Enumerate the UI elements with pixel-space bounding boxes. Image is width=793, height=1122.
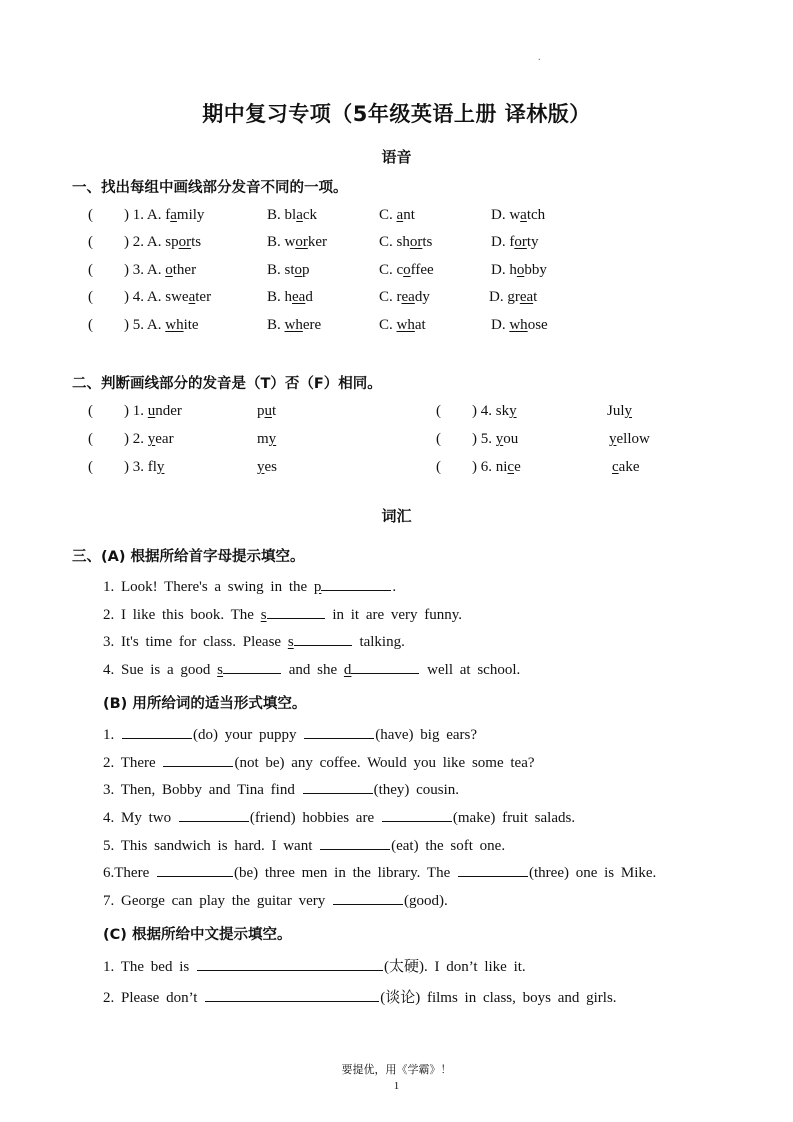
underlined-letters: or <box>514 234 527 250</box>
option-c-word: C. ready <box>379 289 430 305</box>
option-b-word: B. worker <box>267 234 327 250</box>
answer-paren[interactable]: ( <box>88 289 93 305</box>
word1: nice <box>495 459 521 475</box>
part2-heading: 二、判断画线部分的发音是（T）否（F）相同。 <box>72 376 382 392</box>
option-a: ) 5. A. white <box>124 317 199 333</box>
footer-slogan: 要提优，用《学霸》！ <box>341 1063 452 1076</box>
option-d-word: D. hobby <box>491 262 547 278</box>
answer-blank[interactable] <box>321 576 391 591</box>
option-c <box>379 289 430 306</box>
word1: you <box>495 431 519 447</box>
underlined-letters: wh <box>165 317 184 333</box>
option-d <box>491 234 539 251</box>
fill-item: 1. The bed is (太硬). I don’t like it. <box>103 955 526 976</box>
word2: cake <box>612 459 640 475</box>
section-vocab: 词汇 <box>381 507 412 525</box>
underlined-letters: or <box>409 234 423 250</box>
underlined-letters: or <box>178 234 192 250</box>
option-a: ) 3. A. other <box>124 262 197 278</box>
answer-paren[interactable]: ( <box>88 234 93 250</box>
underlined-letters: a <box>188 289 196 305</box>
option-d-word: D. forty <box>491 234 539 250</box>
underlined-letters: a <box>396 207 404 223</box>
answer-blank[interactable] <box>205 987 379 1002</box>
answer-blank[interactable] <box>333 890 403 905</box>
fill-item: 1. Look! There's a swing in the p . <box>103 576 396 596</box>
answer-paren[interactable]: ( <box>88 431 93 447</box>
option-b <box>267 317 321 334</box>
pair-word1: ) 1. under <box>124 403 182 419</box>
underlined-letters: y <box>509 403 517 419</box>
option-c <box>379 207 415 224</box>
initial-letter: s <box>260 607 267 623</box>
option-a-word: other <box>165 262 197 278</box>
answer-paren[interactable]: ( <box>88 459 93 475</box>
option-c-word: C. shorts <box>379 234 433 250</box>
pair-word1: ) 2. year <box>124 431 174 447</box>
initial-letter: s <box>287 634 294 650</box>
answer-blank[interactable] <box>458 862 528 877</box>
answer-blank[interactable] <box>351 659 419 674</box>
underlined-letters: wh <box>509 317 528 333</box>
word1: year <box>147 431 174 447</box>
option-d <box>489 289 537 306</box>
option-a-word: white <box>165 317 199 333</box>
underlined-letters: a <box>296 207 303 223</box>
option-b-word: B. stop <box>267 262 310 278</box>
option-a: ) 4. A. sweater <box>124 289 212 305</box>
page-title: 期中复习专项（5年级英语上册 译林版） <box>202 102 591 126</box>
underlined-letters: ea <box>292 289 306 305</box>
underlined-letters: a <box>520 207 527 223</box>
option-a-word: sweater <box>165 289 212 305</box>
option-d-word: D. watch <box>491 207 546 223</box>
initial-letter-blank[interactable] <box>344 662 421 678</box>
answer-blank[interactable] <box>122 724 192 739</box>
fill-item: 6.There (be) three men in the library. The (three) one is Mike. <box>103 862 656 882</box>
fill-item: 3. It's time for class. Please s talking. <box>103 631 405 651</box>
fill-item: 7. George can play the guitar very (good). <box>103 890 448 910</box>
underlined-letters: or <box>295 234 308 250</box>
underlined-letters: wh <box>284 317 303 333</box>
pair-word2 <box>257 403 276 420</box>
answer-paren[interactable]: ( <box>88 262 93 278</box>
initial-letter: s <box>217 662 224 678</box>
answer-blank[interactable] <box>303 779 373 794</box>
fill-item: 4. Sue is a good s and she d well at school. <box>103 659 520 679</box>
pair-word1: ) 5. you <box>472 431 519 447</box>
word2: yellow <box>609 431 650 447</box>
word1: fly <box>147 459 165 475</box>
answer-paren[interactable]: ( <box>436 403 441 419</box>
word1: under <box>147 403 182 419</box>
answer-blank[interactable] <box>223 659 281 674</box>
part1-heading: 一、找出每组中画线部分发音不同的一项。 <box>72 180 348 196</box>
part3b-heading: (B) 用所给词的适当形式填空。 <box>103 696 307 712</box>
word1: sky <box>495 403 517 419</box>
option-c <box>379 317 426 334</box>
initial-letter-blank[interactable] <box>314 579 393 595</box>
answer-blank[interactable] <box>179 807 249 822</box>
underlined-letters: o <box>165 262 173 278</box>
option-b-word: B. black <box>267 207 318 223</box>
option-b <box>267 289 313 306</box>
underlined-letters: y <box>495 431 504 447</box>
underlined-letters: y <box>147 431 156 447</box>
page-number: 1 <box>393 1080 400 1092</box>
fill-item: 4. My two (friend) hobbies are (make) fruit salads. <box>103 807 575 827</box>
option-a-word: sports <box>165 234 202 250</box>
answer-blank[interactable] <box>294 631 352 646</box>
answer-paren[interactable]: ( <box>436 431 441 447</box>
answer-paren[interactable]: ( <box>88 207 93 223</box>
answer-blank[interactable] <box>304 724 374 739</box>
underlined-letters: y <box>268 431 277 447</box>
underlined-letters: o <box>294 262 303 278</box>
underlined-letters: y <box>609 431 617 447</box>
option-c-word: C. coffee <box>379 262 434 278</box>
answer-paren[interactable]: ( <box>88 317 93 333</box>
option-c <box>379 262 434 279</box>
pair-word1: ) 3. fly <box>124 459 165 475</box>
pair-word1: ) 4. sky <box>472 403 517 419</box>
underlined-letters: y <box>156 459 165 475</box>
answer-blank[interactable] <box>163 752 233 767</box>
underlined-letters: c <box>507 459 515 475</box>
underlined-letters: o <box>403 262 411 278</box>
part3c-heading: (C) 根据所给中文提示填空。 <box>103 927 292 943</box>
option-b-word: B. head <box>267 289 313 305</box>
answer-blank[interactable] <box>320 835 390 850</box>
answer-blank[interactable] <box>382 807 452 822</box>
option-b <box>267 234 327 251</box>
pair-word2 <box>612 459 640 476</box>
pair-word1: ) 6. nice <box>472 459 521 475</box>
section-phonics: 语音 <box>381 148 412 166</box>
part3a-heading: 三、(A) 根据所给首字母提示填空。 <box>72 549 305 565</box>
initial-letter-blank[interactable] <box>261 607 326 623</box>
underlined-letters: y <box>624 403 633 419</box>
word2: my <box>257 431 277 447</box>
word2: yes <box>257 459 277 475</box>
underlined-letters: y <box>257 459 265 475</box>
answer-blank[interactable] <box>157 862 233 877</box>
underlined-letters: wh <box>396 317 415 333</box>
top-dot: . <box>538 52 541 63</box>
option-a: ) 1. A. family <box>124 207 205 223</box>
option-d <box>491 207 545 224</box>
initial-letter: p <box>313 579 322 595</box>
answer-blank[interactable] <box>267 604 325 619</box>
fill-item: 5. This sandwich is hard. I want (eat) the soft one. <box>103 835 505 855</box>
underlined-letters: c <box>612 459 619 475</box>
option-b <box>267 207 317 224</box>
underlined-letters: ea <box>401 289 415 305</box>
fill-item: 2. I like this book. The s in it are very funny. <box>103 604 462 624</box>
option-d-word: D. great <box>489 289 538 305</box>
option-d <box>491 317 548 334</box>
underlined-letters: ea <box>519 289 534 305</box>
fill-item: 3. Then, Bobby and Tina find (they) cousin. <box>103 779 459 799</box>
fill-item: 2. Please don’t (谈论) films in class, boys and girls. <box>103 986 617 1007</box>
answer-blank[interactable] <box>197 956 383 971</box>
answer-paren[interactable]: ( <box>88 403 93 419</box>
initial-letter-blank[interactable] <box>217 662 282 678</box>
answer-paren[interactable]: ( <box>436 459 441 475</box>
underlined-letters: u <box>147 403 156 419</box>
underlined-letters: a <box>170 207 177 223</box>
option-a: ) 2. A. sports <box>124 234 202 250</box>
option-c-word: C. ant <box>379 207 415 223</box>
option-b <box>267 262 310 279</box>
fill-item: 2. There (not be) any coffee. Would you like some tea? <box>103 752 535 772</box>
pair-word2 <box>257 459 277 476</box>
option-b-word: B. where <box>267 317 322 333</box>
pair-word2 <box>257 431 276 448</box>
option-c <box>379 234 432 251</box>
option-a-word: family <box>165 207 205 223</box>
pair-word2 <box>607 403 632 420</box>
word2: July <box>607 403 633 419</box>
initial-letter-blank[interactable] <box>288 634 353 650</box>
underlined-letters: o <box>516 262 525 278</box>
underlined-letters: u <box>264 403 272 419</box>
word2: put <box>257 403 277 419</box>
initial-letter: d <box>343 662 352 678</box>
option-d-word: D. whose <box>491 317 548 333</box>
option-d <box>491 262 547 279</box>
fill-item: 1. (do) your puppy (have) big ears? <box>103 724 477 744</box>
pair-word2 <box>609 431 650 448</box>
option-c-word: C. what <box>379 317 426 333</box>
